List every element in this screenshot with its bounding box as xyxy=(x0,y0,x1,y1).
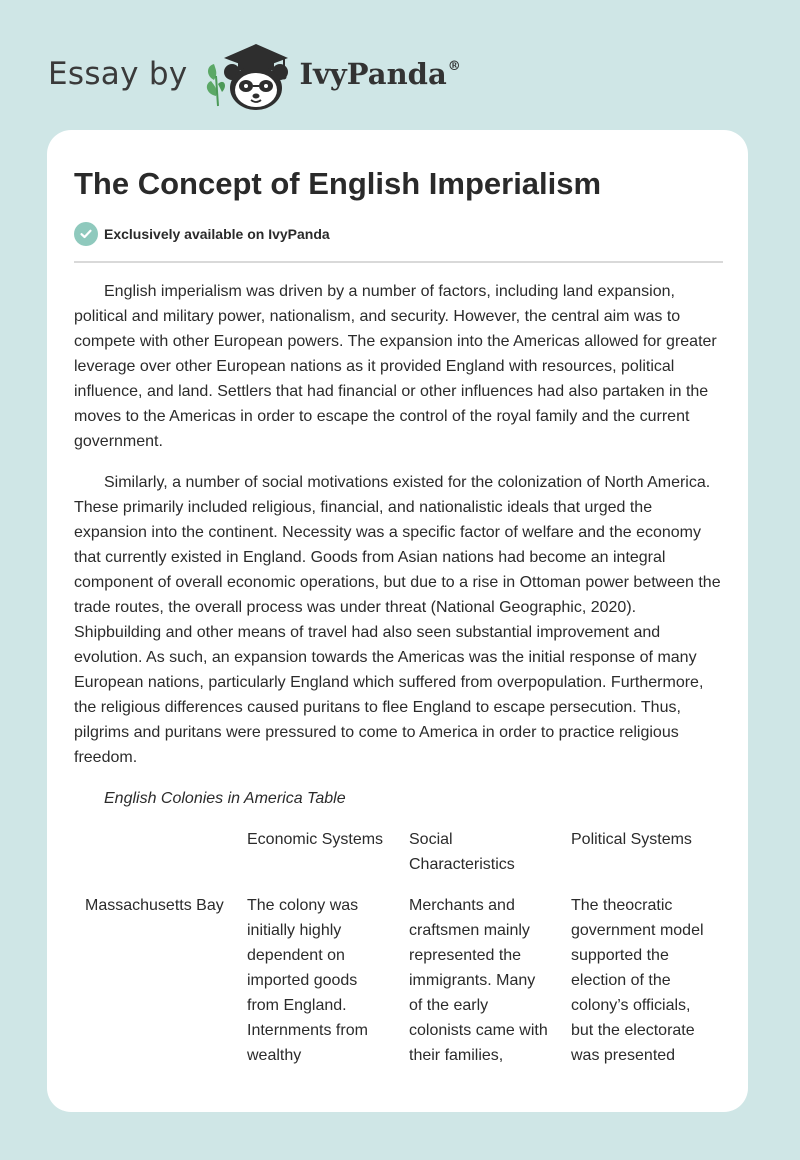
essay-body xyxy=(74,279,723,1084)
paragraph: Similarly, a number of social motivations existed for the colonization of North America. These primarily included religious, financial, and nationalistic ideals that urged the expansion into the continent. Necessity was a specific factor of welfare and the economy that currently existed in England. Goods from Asian nations had become an integral component of overall economic operations, but due to a rise in Ottoman power between the trade routes, the overall process was under threat (National Geographic, 2020). Shipbuilding and other means of travel had also seen substantial improvement and evolution. As such, an expansion towards the Americas was the initial response of many European nations, particularly England which suffered from overpopulation. Furthermore, the religious differences caused puritans to flee England to escape persecution. Thus, pilgrims and puritans were pressured to come to America in order to practice religious freedom. xyxy=(74,474,721,766)
exclusive-badge xyxy=(74,222,330,246)
essay-card xyxy=(47,130,748,1112)
site-header xyxy=(48,36,461,112)
divider xyxy=(74,261,723,263)
essay-by-label: Essay by xyxy=(48,56,188,92)
table-caption: English Colonies in America Table xyxy=(104,790,346,807)
table-header-row xyxy=(74,827,723,893)
panda-graduate-icon xyxy=(202,36,294,112)
paragraph: English imperialism was driven by a number of factors, including land expansion, political and military power, nationalism, and security. However, the central aim was to compete with other European powers. The expansion into the Americas allowed for greater leverage over other European nations as it provided England with resources, political influence, and land. Settlers that had financial or other influences had also partaken in the moves to the Americas in order to escape the control of the royal family and the current government. xyxy=(74,283,717,450)
table-header-cell: Social Characteristics xyxy=(409,831,515,873)
table-header-cell: Political Systems xyxy=(571,831,692,848)
table-cell: Merchants and craftsmen mainly represented the immigrants. Many of the early colonists came with their families, xyxy=(409,897,548,1064)
table-header-cell: Economic Systems xyxy=(247,831,384,848)
page-title: The Concept of English Imperialism xyxy=(74,166,602,201)
check-circle-icon xyxy=(74,222,98,246)
table-header-cell xyxy=(74,827,236,893)
table-cell: The colony was initially highly dependent on imported goods from England. Internments from wealthy xyxy=(247,897,368,1064)
table-cell: Massachusetts Bay xyxy=(85,897,224,914)
table-cell: The theocratic government model supported the election of the colony’s officials, but the electorate was presented xyxy=(571,897,704,1064)
exclusive-label: Exclusively available on IvyPanda xyxy=(104,226,330,242)
colonies-table xyxy=(74,827,723,1084)
brand-name: IvyPanda® xyxy=(299,57,461,91)
table-row xyxy=(74,893,723,1084)
